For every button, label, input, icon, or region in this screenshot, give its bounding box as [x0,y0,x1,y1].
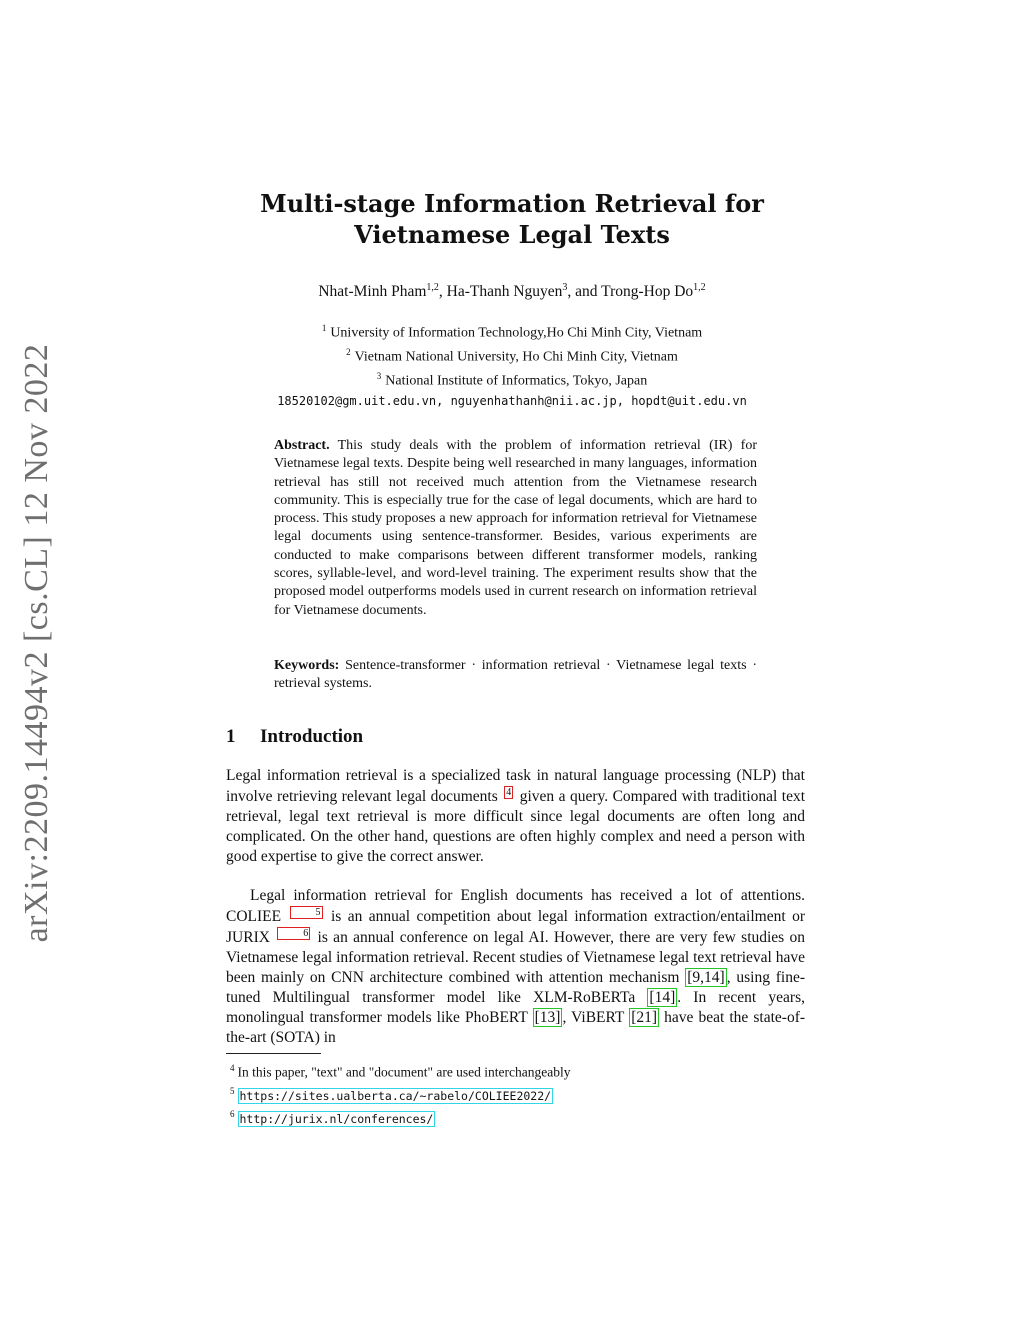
paragraph-text: Legal information retrieval for English documents has received a lot of attentions. COLIEE [226,887,805,926]
affiliation-line [0,343,1024,367]
affiliation-number: 3 [376,371,382,382]
intro-paragraph-2 [226,886,805,1048]
paragraph-text: , using fine-tuned Multilingual transformer model like XLM-RoBERTa [226,969,805,1007]
paragraph-text: is an annual conference on legal AI. However, there are very few studies on Vietnamese legal information retrieval. Recent studies of Vietnamese legal text retrieval have been mainly on CNN architecture combined with attention mechanism [226,929,806,987]
affiliation-number: 2 [346,347,351,358]
author-separator: , [438,283,447,301]
affiliation-line [0,367,1024,391]
affiliation-text: Vietnam National University, Ho Chi Minh City, Vietnam [354,349,678,365]
author-name: Trong-Hop Do [601,283,694,301]
footnote-link-5[interactable]: 5 [290,906,323,919]
keywords [274,657,757,694]
abstract-text: This study deals with the problem of information retrieval (IR) for Vietnamese legal texts. Despite being well researched in many languages, information retrieval has still not received much attention from the Vietnamese research community. This is especially true for the case of legal documents, which are hard to process. This study proposes a new approach for information retrieval for Vietnamese legal documents using sentence-transformer. Besides, various experiments are conducted to make comparisons between different transformer models, ranking scores, syllable-level, and word-level training. The experiment results show that the proposed model outperforms models used in current research on information retrieval for Vietnamese documents. [274,438,757,618]
footnote-4 [230,1059,571,1082]
paragraph-text: given a query. Compared with traditional text retrieval, legal text retrieval is more difficult since legal documents are often long and complicated. On the other hand, questions are often highly complex and need a person with good expertise to give the correct answer. [226,788,806,866]
affiliation-text: National Institute of Informatics, Tokyo, Japan [385,373,648,389]
author-name: Nhat-Minh Pham [318,283,427,301]
section-heading [226,726,363,748]
footnote-link-4[interactable]: 4 [506,787,512,798]
citation-link[interactable]: [21] [631,1009,658,1027]
paragraph-text: , ViBERT [562,1009,625,1027]
footnote-6 [230,1105,571,1128]
citation-link[interactable]: [9,14] [687,969,725,987]
footnote-number: 6 [230,1109,235,1119]
citation-link[interactable]: [14] [649,989,676,1007]
paragraph-text: . In recent years, monolingual transformer models like PhoBERT [226,989,805,1027]
footnotes [230,1059,571,1128]
section-number: 1 [226,726,236,747]
affiliations [0,319,1024,411]
footnote-5 [230,1082,571,1105]
footnote-divider [226,1053,321,1054]
footnote-text: In this paper, "text" and "document" are used interchangeably [237,1064,571,1080]
coliee-url-link[interactable]: https://sites.ualberta.ca/~rabelo/COLIEE2022/ [239,1088,552,1103]
author-affiliation-mark: 1,2 [426,282,439,293]
author-separator: , and [567,283,602,301]
title-line-2: Vietnamese Legal Texts [354,220,670,249]
affiliation-line [0,319,1024,343]
keywords-label: Keywords: [274,658,340,673]
footnote-link-6[interactable]: 6 [277,927,310,940]
author-emails: 18520102@gm.uit.edu.vn, nguyenhathanh@nii.ac.jp, hopdt@uit.edu.vn [277,394,747,409]
footnote-number: 4 [230,1063,235,1073]
jurix-url-link[interactable]: http://jurix.nl/conferences/ [239,1111,434,1126]
author-affiliation-mark: 1,2 [693,282,706,293]
citation-link[interactable]: [13] [534,1009,561,1027]
abstract-label: Abstract. [274,438,330,453]
author-affiliation-mark: 3 [562,282,568,293]
title-line-1: Multi-stage Information Retrieval for [260,189,764,218]
paragraph-text: Legal information retrieval is a specialized task in natural language processing (NLP) that involve retrieving relevant legal documents [226,767,805,806]
keywords-text: Sentence-transformer · information retrieval · Vietnamese legal texts · retrieval systems. [274,658,758,692]
paragraph-text: is an annual competition about legal information extraction/entailment or JURIX [226,908,805,947]
author-name: Ha-Thanh Nguyen [446,283,563,301]
affiliation-text: University of Information Technology,Ho Chi Minh City, Vietnam [330,325,703,341]
paper-title [0,188,1024,250]
author-list [0,282,1024,301]
footnote-number: 5 [230,1086,235,1096]
intro-paragraph-1 [226,766,805,867]
abstract [274,437,757,620]
paragraph-text: have beat the state-of-the-art (SOTA) in [226,1009,806,1047]
section-title: Introduction [260,726,364,747]
arxiv-stamp: arXiv:2209.14494v2 [cs.CL] 12 Nov 2022 [18,343,55,943]
affiliation-number: 1 [321,323,327,333]
